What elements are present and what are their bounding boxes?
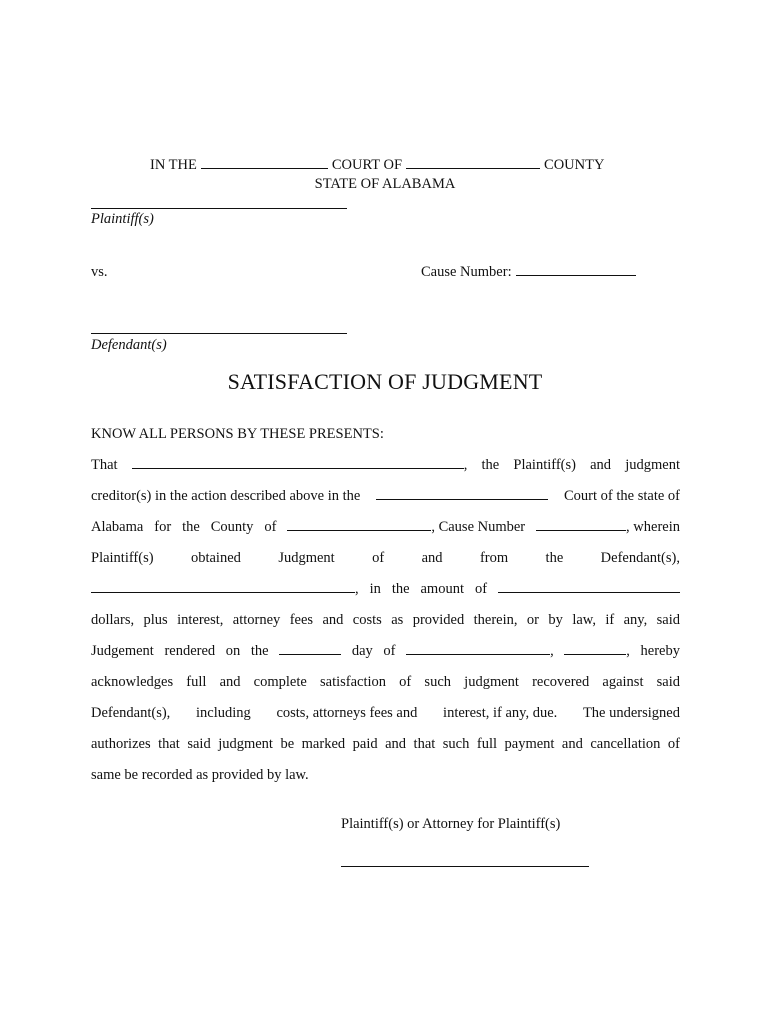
- cause-number-blank[interactable]: [516, 274, 636, 276]
- defendant-label: Defendant(s): [91, 337, 167, 353]
- text-segment: including: [195, 705, 251, 721]
- signature-line[interactable]: [341, 866, 589, 867]
- word: County: [210, 519, 254, 535]
- word: Judgment: [278, 550, 335, 566]
- state-caption: STATE OF ALABAMA: [314, 176, 456, 192]
- day-blank[interactable]: [279, 653, 341, 655]
- word: in: [369, 581, 381, 597]
- plaintiff-label: Plaintiff(s): [91, 211, 154, 227]
- text-segment: costs, attorneys fees and: [276, 705, 418, 721]
- word: of: [264, 519, 277, 535]
- comma: ,: [626, 643, 630, 659]
- word: of: [372, 550, 385, 566]
- word: the: [182, 519, 200, 535]
- court-blank[interactable]: [376, 498, 548, 500]
- cause-field: [536, 519, 680, 536]
- text-segment: , wherein: [626, 519, 680, 535]
- word: Plaintiff(s): [91, 550, 154, 566]
- body-line-1: [91, 457, 680, 474]
- defendant-field: [91, 581, 359, 598]
- comma: ,: [550, 643, 554, 659]
- word: of: [383, 643, 396, 659]
- word: judgment: [625, 457, 680, 473]
- text-segment: , Cause Number: [431, 519, 526, 535]
- plaintiff-name-line[interactable]: [91, 208, 347, 209]
- word: from: [479, 550, 509, 566]
- county-blank[interactable]: [287, 529, 431, 531]
- word: the: [481, 457, 500, 473]
- word: amount: [420, 581, 464, 597]
- county-label: COUNTY: [544, 157, 605, 173]
- cause-number-line: [421, 264, 640, 281]
- word: Defendant(s),: [600, 550, 680, 566]
- body-line-2: [91, 488, 680, 505]
- word: the: [545, 550, 564, 566]
- word: the: [250, 643, 269, 659]
- body-line-9: [91, 705, 680, 722]
- court-caption-line: [150, 157, 604, 174]
- year-blank[interactable]: [564, 653, 626, 655]
- body-line-4: [91, 550, 680, 567]
- text-segment: creditor(s) in the action described above in the: [91, 488, 361, 504]
- text-segment: Defendant(s),: [91, 705, 171, 721]
- month-field: [406, 643, 554, 660]
- in-the-label: IN THE: [150, 157, 197, 173]
- word: of: [474, 581, 488, 597]
- body-line-10: authorizes that said judgment be marked paid and that such full payment and cancellation of: [91, 736, 680, 752]
- word: day: [351, 643, 373, 659]
- word: for: [154, 519, 172, 535]
- county-field: [287, 519, 525, 536]
- defendant-blank[interactable]: [91, 591, 355, 593]
- amount-blank[interactable]: [498, 591, 680, 593]
- body-line-11: same be recorded as provided by law.: [91, 767, 309, 783]
- word: the: [391, 581, 410, 597]
- word: rendered: [164, 643, 216, 659]
- defendant-name-line[interactable]: [91, 333, 347, 334]
- body-line-3: [91, 519, 680, 536]
- text-segment: interest, if any, due.: [443, 705, 558, 721]
- word: Alabama: [91, 519, 144, 535]
- intro-text: KNOW ALL PERSONS BY THESE PRESENTS:: [91, 426, 384, 442]
- document-title: SATISFACTION OF JUDGMENT: [227, 369, 543, 394]
- creditor-name-blank[interactable]: [132, 467, 464, 469]
- body-line-5: [91, 581, 680, 598]
- comma: ,: [355, 581, 359, 597]
- cause-number-label: Cause Number:: [421, 264, 512, 280]
- cause-number-body-blank[interactable]: [536, 529, 626, 531]
- word: hereby: [640, 643, 680, 659]
- word: That: [91, 457, 118, 473]
- text-segment: Court of the state of: [564, 488, 680, 504]
- month-blank[interactable]: [406, 653, 550, 655]
- court-name-blank[interactable]: [201, 167, 328, 169]
- text-segment: The undersigned: [582, 705, 680, 721]
- word: Plaintiff(s): [513, 457, 576, 473]
- word: obtained: [190, 550, 241, 566]
- body-line-6: dollars, plus interest, attorney fees and costs as provided therein, or by law, if any, said: [91, 612, 680, 628]
- county-name-blank[interactable]: [406, 167, 540, 169]
- word: on: [225, 643, 241, 659]
- body-line-8: acknowledges full and complete satisfaction of such judgment recovered against said: [91, 674, 680, 690]
- word: Judgement: [91, 643, 154, 659]
- signature-label: Plaintiff(s) or Attorney for Plaintiff(s): [341, 816, 561, 832]
- word: and: [421, 550, 443, 566]
- comma: ,: [463, 457, 468, 473]
- body-line-7: [91, 643, 680, 660]
- year-field: [564, 643, 630, 660]
- vs-label: vs.: [91, 264, 108, 280]
- word: and: [590, 457, 612, 473]
- court-of-label: COURT OF: [331, 157, 403, 173]
- creditor-name-field: [132, 457, 468, 474]
